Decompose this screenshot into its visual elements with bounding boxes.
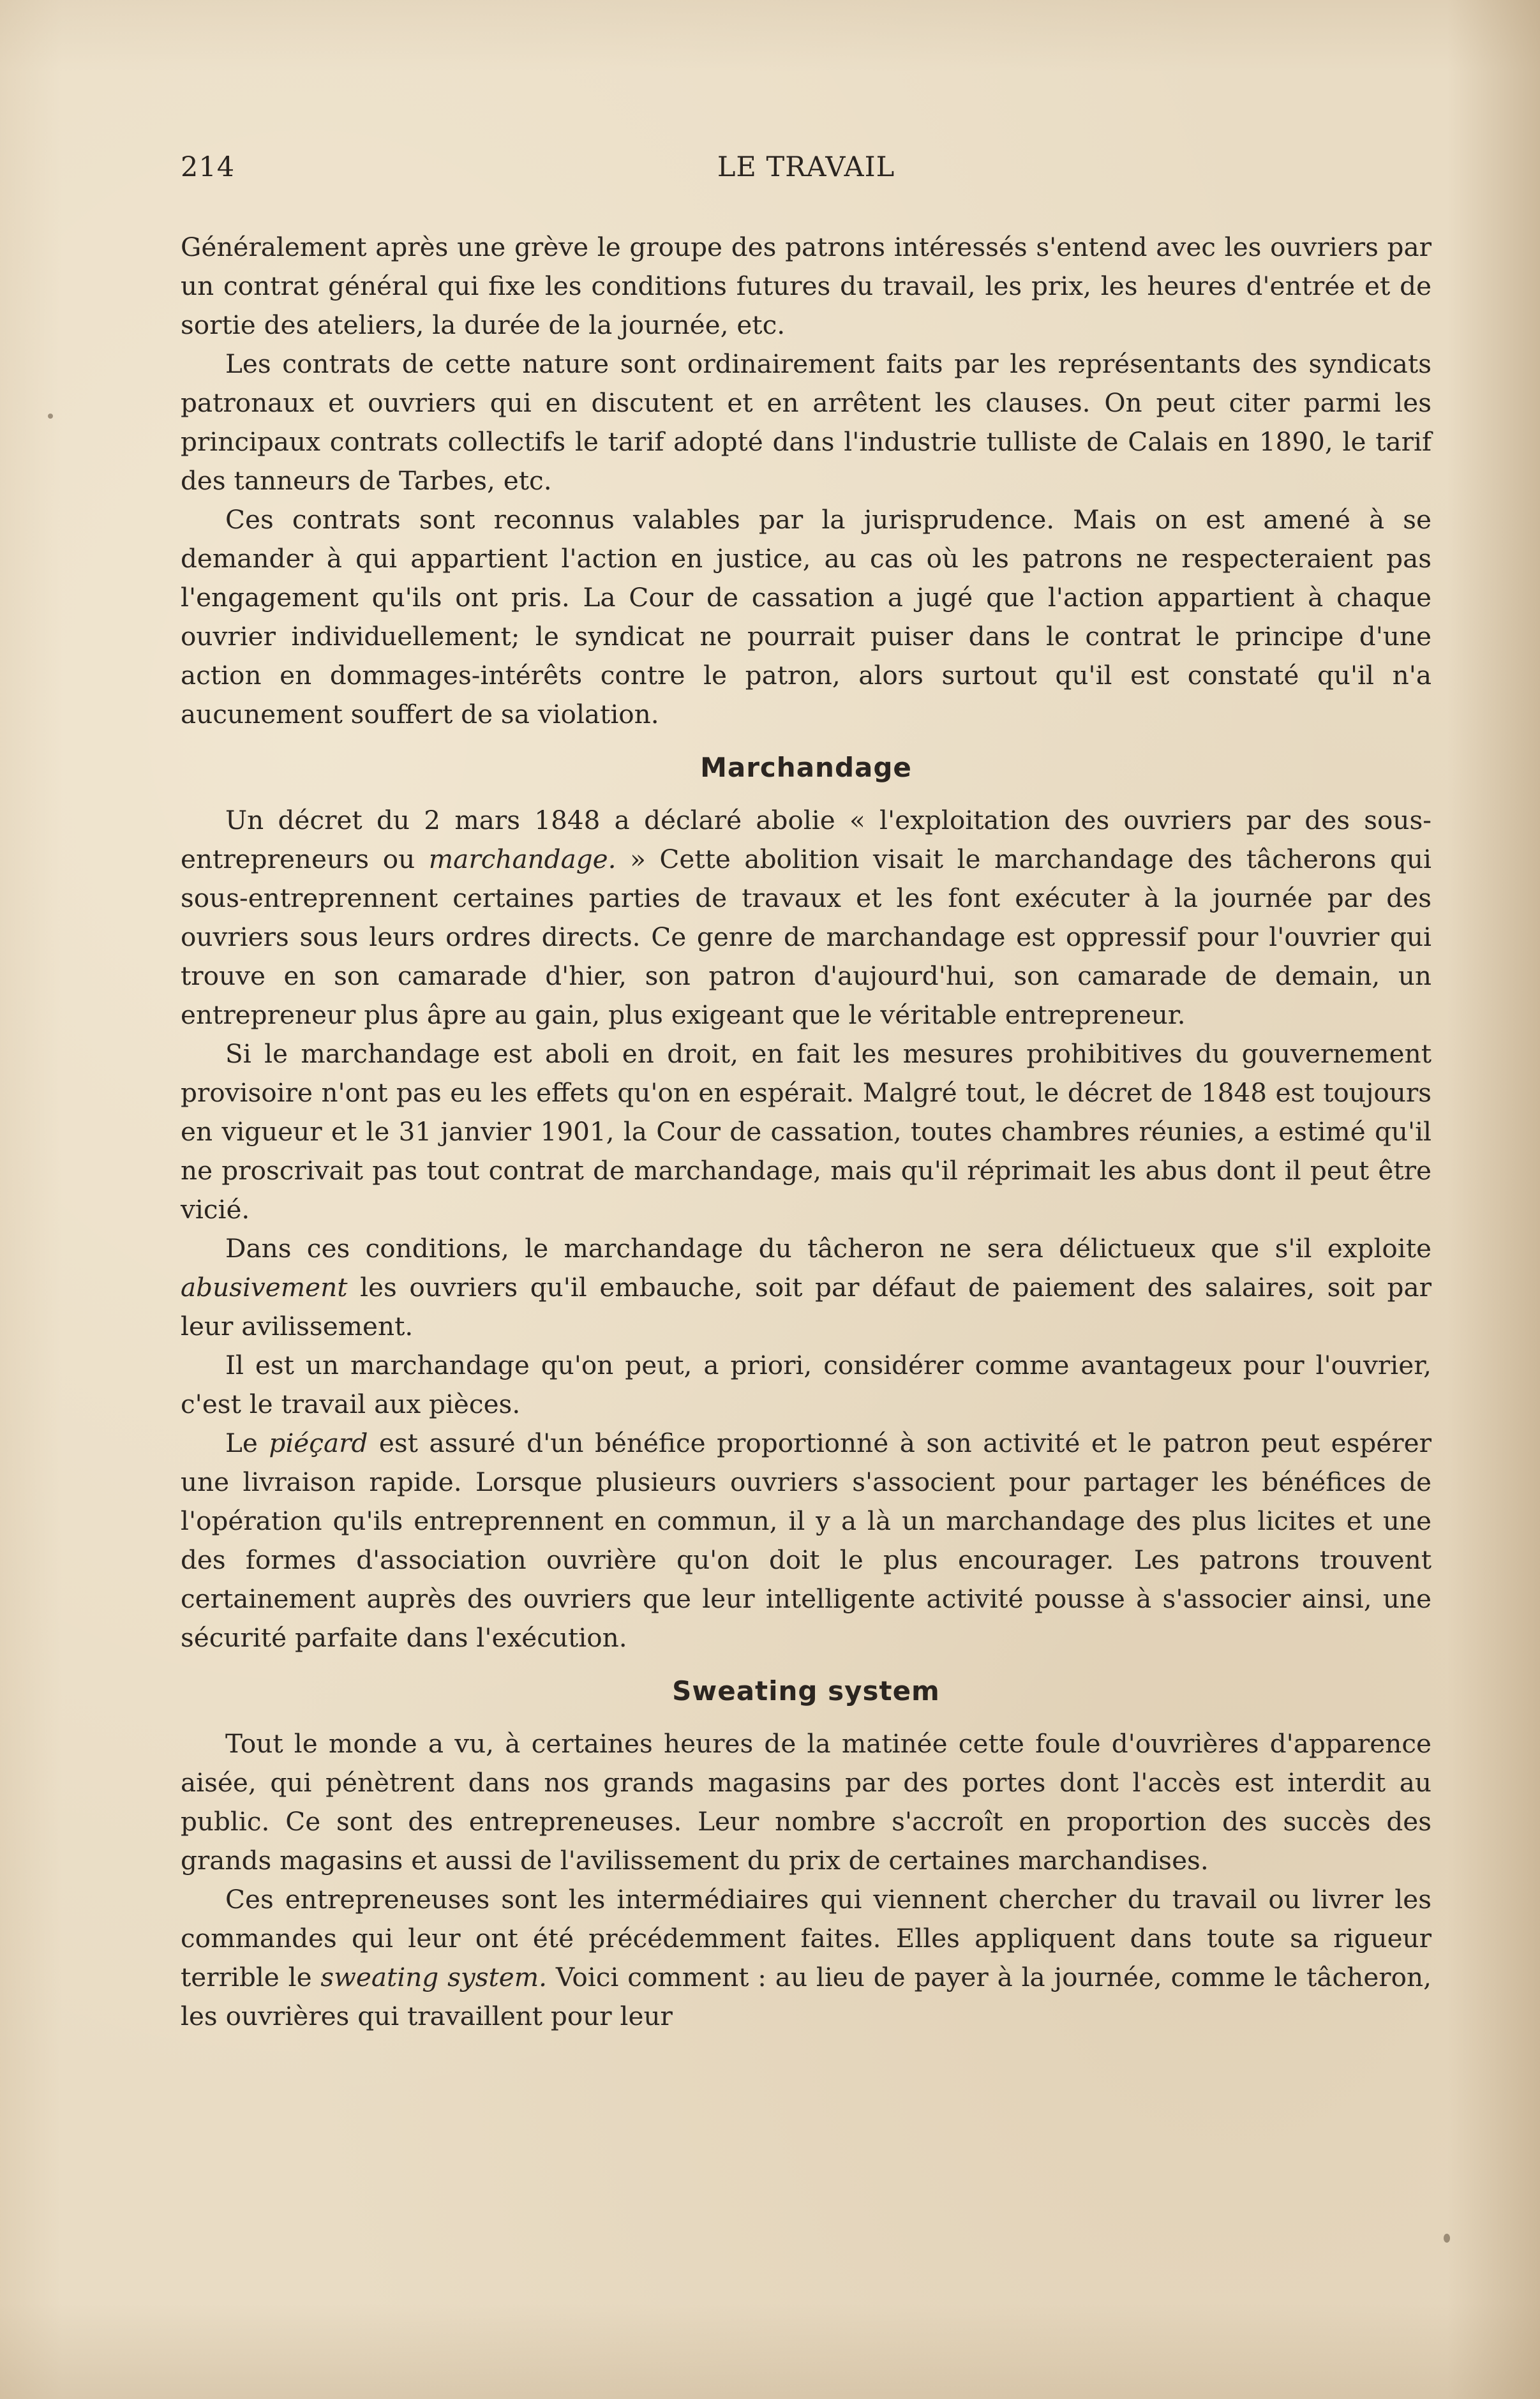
running-title: LE TRAVAIL — [717, 151, 895, 183]
marchandage-paragraph-5 — [181, 1424, 1432, 1657]
text-run: Dans ces conditions, le marchandage du tâcheron ne sera délictueux que s'il exploite — [225, 1233, 1432, 1264]
marchandage-paragraph-2: Si le marchandage est aboli en droit, en fait les mesures prohibitives du gouvernement provisoire n'ont pas eu les effets qu'on en espérait. Malgré tout, le décret de 1848 est toujours en vigueur et le 31 janvier 1901, la Cour de cassation, toutes chambres réunies, a estimé qu'il ne proscrivait pas tout contrat de marchandage, mais qu'il réprimait les abus dont il peut être vicié. — [181, 1038, 1432, 1225]
text-run: » Cette abolition visait le marchandage des tâcherons qui sous-entreprennent certaines parties de travaux et les font exécuter à la journée par des ouvriers sous leurs ordres directs. Ce genre de marchandage est oppressif pour l'ouvrier qui trouve en son camarade d'hier, son patron d'aujourd'hui, son camarade de demain, un entrepreneur plus âpre au gain, plus exigeant que le véritable entrepreneur. — [181, 844, 1432, 1030]
italic-term: piéçard — [269, 1428, 368, 1458]
running-head — [181, 144, 1432, 188]
text-run: Voici comment : au lieu de payer à la journée, comme le tâcheron, les ouvrières qui travaillent pour leur — [181, 1962, 1432, 2031]
section-heading-sweating-system: Sweating system — [672, 1675, 940, 1707]
marchandage-paragraph-4: Il est un marchandage qu'on peut, a priori, considérer comme avantageux pour l'ouvrier, c'est le travail aux pièces. — [181, 1350, 1432, 1419]
section-heading-marchandage: Marchandage — [700, 752, 912, 783]
text-run: est assuré d'un bénéfice proportionné à son activité et le patron peut espérer une livraison rapide. Lorsque plusieurs ouvriers s'associent pour partager les bénéfices de l'opération qu'ils entreprennent en commun, il y a là un marchandage des plus licites et une des formes d'association ouvrière qu'on doit le plus encourager. Les patrons trouvent certainement auprès des ouvriers que leur intelligente activité pousse à s'associer ainsi, une sécurité parfaite dans l'exécution. — [181, 1428, 1432, 1653]
text-run: Ces entrepreneuses sont les intermédiaires qui viennent chercher du travail ou livrer les commandes qui leur ont été précédemment faites. Elles appliquent dans toute sa rigueur terrible le — [181, 1884, 1432, 1992]
text-run: les ouvriers qu'il embauche, soit par défaut de paiement des salaires, soit par leur avilissement. — [181, 1272, 1432, 1341]
sweating-paragraph-2 — [181, 1880, 1432, 2036]
ink-speck — [48, 414, 53, 419]
page-content — [181, 144, 1432, 2036]
ink-speck — [1444, 2234, 1450, 2243]
intro-paragraph-1: Généralement après une grève le groupe des patrons intéressés s'entend avec les ouvriers par un contrat général qui fixe les conditions futures du travail, les prix, les heures d'entrée et de sortie des ateliers, la durée de la journée, etc. — [181, 232, 1432, 340]
text-run: Le — [225, 1428, 269, 1458]
marchandage-paragraph-3 — [181, 1229, 1432, 1346]
italic-term: abusivement — [181, 1272, 348, 1303]
sweating-paragraph-1: Tout le monde a vu, à certaines heures de la matinée cette foule d'ouvrières d'apparence aisée, qui pénètrent dans nos grands magasins par des portes dont l'accès est interdit au public. Ce sont des entrepreneuses. Leur nombre s'accroît en proportion des succès des grands magasins et aussi de l'avilissement du prix de certaines marchandises. — [181, 1728, 1432, 1876]
intro-paragraph-2: Les contrats de cette nature sont ordinairement faits par les représentants des syndicats patronaux et ouvriers qui en discutent et en arrêtent les clauses. On peut citer parmi les principaux contrats collectifs le tarif adopté dans l'industrie tulliste de Calais en 1890, le tarif des tanneurs de Tarbes, etc. — [181, 348, 1432, 496]
italic-term: marchandage. — [428, 844, 617, 874]
body-text — [181, 228, 1432, 2036]
page-number: 214 — [181, 151, 235, 183]
italic-term: sweating system. — [320, 1962, 548, 1992]
intro-paragraph-3: Ces contrats sont reconnus valables par la jurisprudence. Mais on est amené à se demander à qui appartient l'action en justice, au cas où les patrons ne respecteraient pas l'engagement qu'ils ont pris. La Cour de cassation a jugé que l'action appartient à chaque ouvrier individuellement; le syndicat ne pourrait puiser dans le contrat le principe d'une action en dommages-intérêts contre le patron, alors surtout qu'il est constaté qu'il n'a aucunement souffert de sa violation. — [181, 504, 1432, 729]
text-run: Un décret du 2 mars 1848 a déclaré abolie « l'exploitation des ouvriers par des sous-entrepreneurs ou — [181, 805, 1432, 874]
marchandage-paragraph-1 — [181, 801, 1432, 1035]
